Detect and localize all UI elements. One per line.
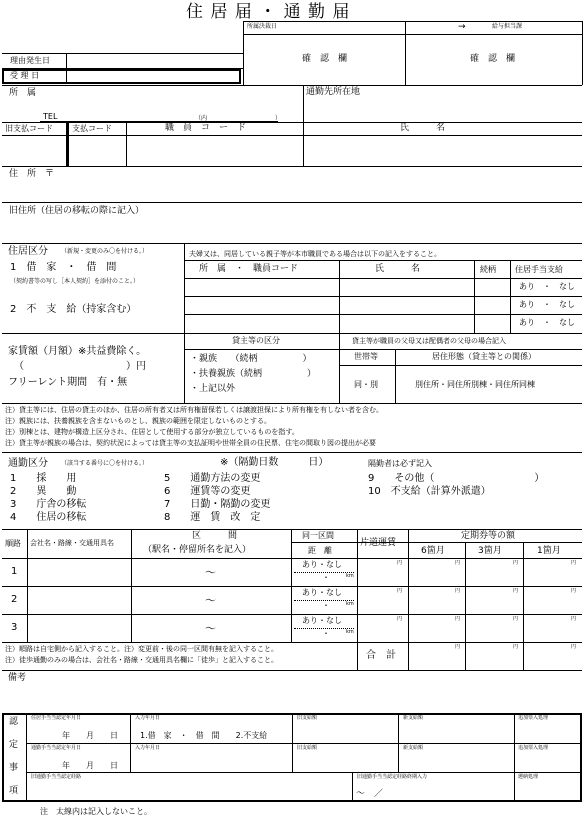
old-addr-top-line: [2, 202, 582, 203]
route-total-line: [2, 670, 582, 671]
rent-div-3: [395, 349, 396, 403]
route-row-2-tilde: ～: [205, 594, 216, 607]
route-row-3-yen-c: 円: [513, 616, 519, 622]
route-row-1-line: [2, 586, 582, 587]
route-row-3-ari: あり・なし: [302, 616, 342, 625]
days-note: 隔勤者は必ず記入: [368, 459, 432, 468]
cert-div-e: [352, 772, 353, 802]
route-row-3-line: [2, 642, 582, 643]
parent-note: 貸主等が職員の父母又は配偶者の父母の場合記入: [352, 337, 506, 345]
spouse-div-2: [474, 260, 475, 333]
col-1: 1箇月: [537, 546, 561, 556]
col-name: 氏 名: [375, 264, 421, 274]
route-row-3-yen-a: 円: [397, 616, 403, 622]
cert-r1-c4: 新支給額: [403, 715, 424, 721]
cert-side-2: 定: [9, 740, 19, 750]
confirm-label-1: 確 認 欄: [302, 54, 348, 64]
spouse-note: 夫婦又は、同居している親子等が本市職員である場合は以下の記入をすること。: [189, 250, 441, 258]
commute-item-9: 9 その他（ ）: [368, 473, 545, 484]
col-6: 6箇月: [421, 546, 445, 556]
rent-paren-open: （: [14, 361, 24, 372]
remarks-label: 備考: [8, 673, 27, 683]
cert-r2-c3: 旧支給額: [297, 745, 318, 751]
commute-item-3: 3 庁舎の移転: [10, 499, 87, 510]
cert-range: ～ ／: [356, 789, 384, 799]
ari-nashi-3: あり ・ なし: [519, 318, 575, 327]
col-allow: 住居手当支給: [515, 265, 563, 274]
housing-heading-note: （新規・変更のみ〇を付ける。）: [61, 248, 149, 255]
housing-div: [184, 243, 185, 333]
rent-sub-2: [339, 365, 582, 366]
route-row-3-num: 3: [11, 622, 18, 633]
landlord-opt-2: ・扶養親族（続柄 ）: [190, 369, 317, 379]
cert-row-1: [26, 743, 582, 744]
cert-r2-c4: 新支給額: [403, 745, 424, 751]
cert-div-d: [514, 713, 515, 802]
commute-dest-label: 通勤先所在地: [306, 87, 361, 97]
rent-paren-close: ）円: [126, 361, 146, 372]
cert-r1-c2: 入力年月日: [135, 715, 161, 721]
route-row-3-yen-b: 円: [455, 616, 461, 622]
header-top-line: [243, 21, 582, 22]
col-rel: 続柄: [480, 265, 496, 274]
route-row-2-yen-d: 円: [571, 588, 577, 594]
staff-code-label: 職 員 コ ー ド: [165, 123, 247, 133]
route-row-1-yen-d: 円: [571, 560, 577, 566]
col-section: 区 間: [192, 531, 238, 541]
route-row-3-km: km: [346, 629, 354, 635]
rent-div-1: [184, 333, 185, 403]
housing-opt1-note: （契約書等の写し［本人契約］を添付のこと。）: [10, 278, 140, 285]
spouse-row-2: [184, 296, 582, 297]
housing-heading: 住居区分: [8, 246, 48, 257]
same-sep: 同・別: [354, 380, 378, 389]
reason-date-label: 理由発生日: [10, 56, 50, 65]
header-div-2: [405, 21, 406, 85]
route-row-1-yen-c: 円: [513, 560, 519, 566]
ext-close: ）: [275, 115, 282, 122]
ext-open: （内: [195, 115, 208, 122]
route-row-2-km: km: [346, 601, 354, 607]
ids-div-3: [303, 122, 304, 166]
route-row-1-yen-b: 円: [455, 560, 461, 566]
route-row-1-ari: あり・なし: [302, 560, 342, 569]
confirm-label-2: 確 認 欄: [470, 54, 516, 64]
route-div-7: [523, 542, 524, 670]
route-div-2: [131, 529, 132, 642]
col-dept: 所 属 ・ 職員コード: [199, 264, 299, 274]
landlord-type: 貸主等の区分: [232, 336, 280, 345]
route-row-1-num: 1: [11, 566, 18, 577]
commute-item-5: 5 通勤方法の変更: [164, 473, 261, 484]
note-4: 注）貸主等が親族の場合は、契約状況によっては貸主等の支払証明や世帯全員の住民票、住宅の間取り図の提出が必要: [5, 439, 376, 447]
page-title: 住 居 届 ・ 通 勤 届: [186, 2, 351, 22]
commute-item-10: 10 不支給（計算外派遣）: [368, 486, 491, 497]
route-row-2-dot: ・: [322, 601, 330, 610]
cert-r2-c1: 通勤手当当認定年月日: [31, 745, 82, 751]
route-row-1-km: km: [346, 573, 354, 579]
living-label: 居住形態（貸主等との関係）: [432, 352, 536, 361]
total-yen-a: 円: [455, 644, 461, 650]
col-same: 同一区間: [302, 531, 334, 540]
route-row-2-yen-c: 円: [513, 588, 519, 594]
cert-side-3: 事: [9, 763, 19, 773]
commute-heading-note: （該当する番号に〇を付ける。）: [61, 460, 149, 467]
notes-top-line: [2, 403, 582, 404]
col-company: 会社名・路線・交通用具名: [30, 539, 114, 547]
route-header-bottom: [2, 558, 582, 559]
cert-r1-c5: 追加票入処理: [518, 715, 549, 721]
route-note-1: 注）順路は自宅側から記入すること。注）変更前・後の同一区間有無を記入すること。: [5, 645, 278, 653]
arrow-icon: →: [458, 22, 466, 32]
spouse-table-top: [184, 260, 582, 261]
reason-div: [66, 53, 67, 69]
commute-top-line: [2, 452, 582, 453]
route-row-1-dot: ・: [322, 573, 330, 582]
col-oneway: 片道運賃: [360, 538, 397, 548]
cert-housing-opts: 1.借 家 ・ 借 間 2.不支給: [140, 731, 268, 740]
tel-label: TEL: [43, 112, 58, 121]
commute-item-1: 1 採 用: [10, 473, 77, 484]
footer-note: 注 太線内は記入しないこと。: [40, 807, 152, 816]
route-header-mid: [291, 542, 582, 543]
payroll-label: 給与担当課: [492, 23, 523, 30]
route-row-3-yen-d: 円: [571, 616, 577, 622]
cert-r1-c1: 住居手当当認定年月日: [31, 715, 82, 721]
received-div: [66, 69, 67, 84]
cert-div-c: [398, 713, 399, 772]
col-section-sub: （駅名・停留所名を記入）: [143, 545, 252, 555]
note-2: 注）親族には、扶養親族を含まないものとし、親族の範囲を限定しないものとする。: [5, 417, 271, 425]
dept-decision-label: 所属決裁日: [247, 23, 278, 30]
commute-item-2: 2 異 動: [10, 486, 77, 497]
dept-label: 所 属: [9, 88, 37, 98]
route-div-5: [408, 529, 409, 670]
total-yen-c: 円: [571, 644, 577, 650]
total-yen-b: 円: [513, 644, 519, 650]
total-label: 合 計: [366, 650, 396, 661]
route-div-1: [27, 529, 28, 642]
ari-nashi-2: あり ・ なし: [519, 300, 575, 309]
note-3: 注）別棟とは、建物が構造上区分され、住居として使用する部分が独立しているものを指す。: [5, 428, 299, 436]
living-value: 別住所・同住所別棟・同住所同棟: [415, 380, 535, 389]
cert-side-div: [26, 713, 27, 802]
housing-top-line: [2, 243, 582, 244]
landlord-opt-1: ・親族 （続柄 ）: [190, 354, 312, 364]
route-row-1-yen-a: 円: [397, 560, 403, 566]
commute-item-4: 4 住居の移転: [10, 512, 87, 523]
landlord-opt-3: ・上記以外: [190, 384, 236, 394]
old-address-label: 旧住所（住居の移転の際に記入）: [9, 206, 145, 216]
header-div-1: [243, 21, 244, 85]
route-row-1-tilde: ～: [205, 566, 216, 579]
route-row-2-line: [2, 614, 582, 615]
cert-r3-c3: 遡納処理: [518, 774, 539, 780]
route-row-2-yen-a: 円: [397, 588, 403, 594]
route-row-3-tilde: ～: [205, 622, 216, 635]
route-row-2-num: 2: [11, 594, 18, 605]
commute-item-7: 7 日勤・隔勤の変更: [164, 499, 271, 510]
route-row-2-ari: あり・なし: [302, 588, 342, 597]
aff-top-line: [2, 85, 582, 86]
free-rent: フリーレント期間 有・無: [8, 377, 128, 388]
rent-div-2: [339, 333, 340, 403]
col-dist: 距 離: [308, 546, 332, 555]
col-3: 3箇月: [478, 546, 502, 556]
cert-r2-c5: 追加票入処理: [518, 745, 549, 751]
commute-item-6: 6 運賃等の変更: [164, 486, 251, 497]
ari-nashi-1: あり ・ なし: [519, 282, 575, 291]
route-row-2-yen-b: 円: [455, 588, 461, 594]
ids-div-2: [126, 122, 127, 166]
route-row-3-dot: ・: [322, 629, 330, 638]
route-div-6: [465, 542, 466, 670]
days-label: ※（隔勤日数 日）: [220, 457, 329, 468]
aff-div: [303, 85, 304, 122]
address-label: 住 所 〒: [9, 169, 55, 179]
route-div-4: [357, 529, 358, 670]
addr-top-line: [2, 166, 582, 167]
cert-div-b: [292, 713, 293, 772]
commute-item-8: 8 運 賃 改 定: [164, 512, 261, 523]
ids-div-1: [66, 122, 69, 166]
commute-heading: 通勤区分: [8, 458, 48, 469]
housing-opt2: 2 不 支 給（持家含む）: [10, 304, 137, 315]
route-note-2: 注）徒歩通勤のみの場合は、会社名・路線・交通用具名欄に「徒歩」と記入すること。: [5, 656, 278, 664]
cert-row-2: [26, 772, 582, 773]
note-1: 注）貸主等には、住居の貸主のほか、住居の所有者又は所有権留保若しくは譲渡担保により所有権を有しない者を含む。: [5, 406, 383, 414]
cert-r1-ymd: 年 月 日: [62, 731, 118, 740]
received-label: 受 理 日: [10, 71, 40, 80]
col-order: 順路: [5, 539, 21, 548]
cert-r3-c1: 旧通勤手当当認定経路: [31, 774, 82, 780]
rent-sub-1: [184, 349, 582, 350]
cert-side-4: 項: [9, 786, 19, 796]
route-top-line: [2, 529, 582, 530]
pay-code-label: 支払コード: [72, 124, 112, 133]
spouse-div-1: [339, 260, 340, 333]
cert-side-1: 認: [9, 717, 19, 727]
household-label: 世帯等: [354, 352, 378, 361]
route-div-3: [291, 529, 292, 642]
col-pass: 定期券等の額: [461, 531, 516, 541]
spouse-div-3: [510, 260, 511, 333]
rent-top-line: [2, 333, 582, 334]
old-code-label: 旧支払コード: [5, 124, 53, 133]
rent-label: 家賃額（月額）※共益費除く。: [8, 346, 147, 357]
cert-r3-c2: 旧通勤手当当認定経路終期入力: [357, 774, 428, 780]
ids-top-line: [2, 122, 582, 123]
header-mid-line: [243, 34, 582, 35]
cert-r1-c3: 旧支給額: [297, 715, 318, 721]
spouse-row-3: [184, 314, 582, 315]
spouse-row-1: [184, 278, 582, 279]
header-div-3: [582, 21, 583, 85]
cert-div-a: [130, 713, 131, 772]
cert-r2-c2: 入力年月日: [135, 745, 161, 751]
ids-header-line: [2, 135, 582, 136]
name-label: 氏 名: [400, 123, 446, 133]
housing-opt1: 1 借 家 ・ 借 間: [10, 262, 117, 273]
cert-r2-ymd: 年 月 日: [62, 761, 118, 770]
